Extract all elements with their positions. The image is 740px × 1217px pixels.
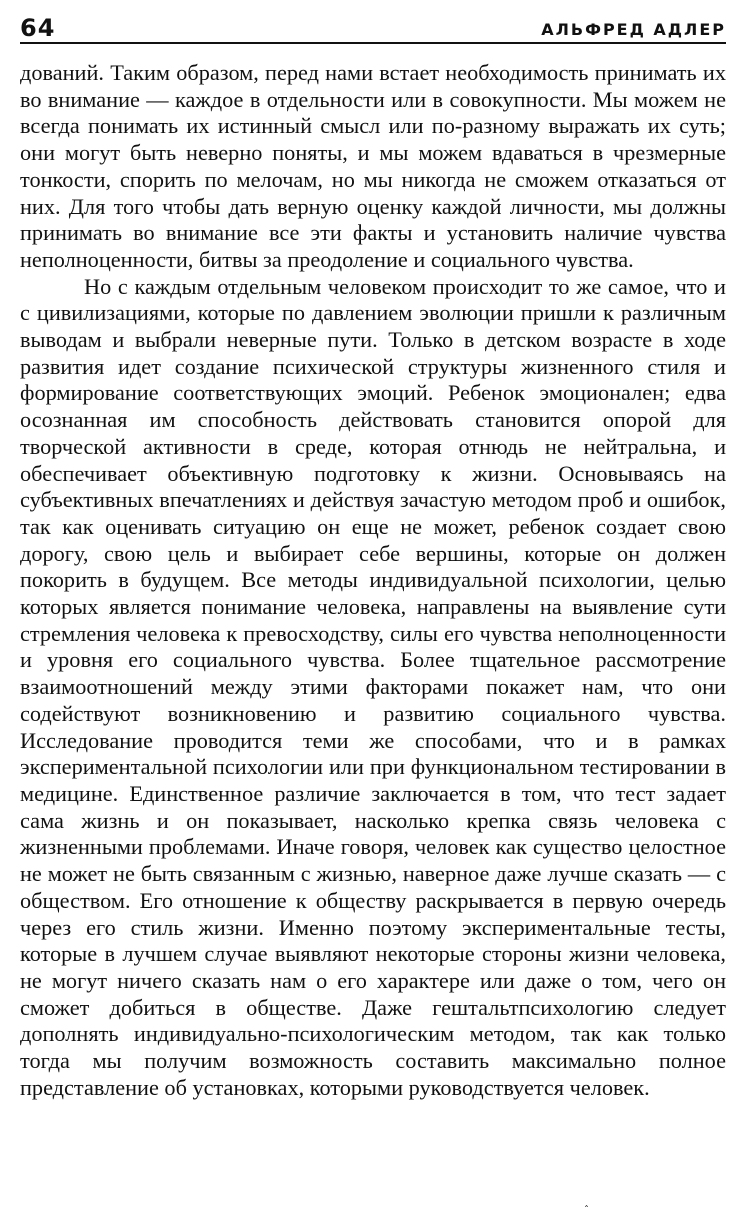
page-number: 64 — [20, 14, 56, 42]
running-header — [20, 10, 726, 44]
running-title: АЛЬФРЕД АДЛЕР — [541, 20, 726, 39]
paragraph: Но с каждым отдельным человеком происходит то же самое, что и с цивилизациями, которые по давлением эволюции пришли к различным выводам и выбрали неверные пути. Только в детском возрасте в ходе развития идет создание психической структуры жизненного стиля и формирование соответствующих эмоций. Ребенок эмоционален; едва осознанная им способность действовать становится опорой для творческой активности в среде, которая отнюдь не нейтральна, и обеспечивает объективную подготовку к жизни. Основываясь на субъективных впечатлениях и действуя зачастую методом проб и ошибок, так как оценивать ситуацию он еще не может, ребенок создает свою дорогу, свою цель и выбирает себе вершины, которые он должен покорить в будущем. Все методы индивидуальной психологии, целью которых является понимание человека, направлены на выявление сути стремления человека к превосходству, силы его чувства неполноценности и уровня его социального чувства. Более тщательное рассмотрение взаимоотношений между этими факторами покажет нам, что они содействуют возникновению и развитию социального чувства. Исследование проводится теми же способами, что и в рамках экспериментальной психологии или при функциональном тестировании в медицине. Единственное различие заключается в том, что тест задает сама жизнь и он показывает, насколько крепка связь человека с жизненными проблемами. Иначе говоря, человек как существо целостное не может не быть связанным с жизнью, наверное даже лучше сказать — с обществом. Его отношение к обществу раскрывается в первую очередь через его стиль жизни. Именно поэтому экспериментальные тесты, которые в лучшем случае выявляют некоторые стороны жизни человека, не могут ничего сказать нам о его характере или даже о том, чего он сможет добиться в обществе. Даже гештальтпсихологию следует дополнять индивидуально-психологическим методом, так как только тогда мы получим возможность составить максимально полное представление об установках, которыми руководствуется человек. — [20, 273, 726, 1100]
body-text — [20, 60, 726, 1101]
paragraph-continued: дований. Таким образом, перед нами встает необходимость принимать их во внимание — каждое в отдельности или в совокупности. Мы можем не всегда понимать их истинный смысл или по-разному выражать их суть; они могут быть неверно поняты, и мы можем вдаваться в чрезмерные тонкости, спорить по мелочам, но мы никогда не сможем отказаться от них. Для того чтобы дать верную оценку каждой личности, мы должны принимать во внимание все эти факты и установить наличие чувства неполноценности, битвы за преодоление и социального чувства. — [20, 60, 726, 272]
print-mark: ˆ — [584, 1205, 589, 1216]
